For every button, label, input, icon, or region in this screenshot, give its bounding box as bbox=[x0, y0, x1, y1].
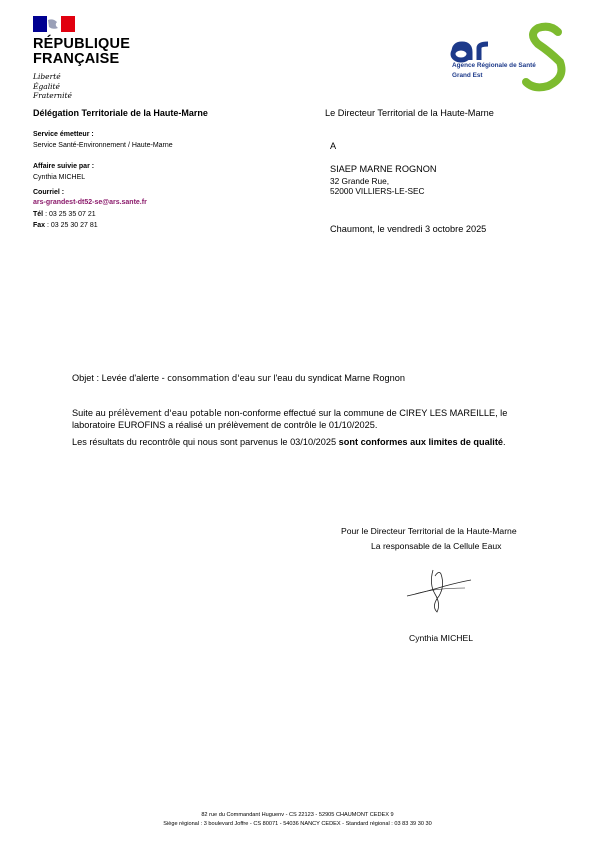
footer-headquarters: Siège régional : 3 boulevard Joffre - CS 80071 - 54036 NANCY CEDEX - Standard régional : 03 83 39 30 30 bbox=[163, 821, 432, 827]
tel-line: Tél : 03 25 35 07 21 bbox=[33, 211, 96, 218]
marianne-flag-logo bbox=[33, 16, 75, 32]
signer-name: Cynthia MICHEL bbox=[409, 633, 473, 643]
paragraph-1: Suite au prélèvement d'eau potable non-conforme effectué sur la commune de CIREY LES MAREILLE, le laboratoire EUROFINS a réalisé un prélèvement de contrôle le 01/10/2025. bbox=[72, 408, 508, 431]
objet-line: Objet : Levée d'alerte - consommation d'eau sur l'eau du syndicat Marne Rognon bbox=[72, 373, 405, 383]
republic-name: RÉPUBLIQUE FRANÇAISE bbox=[33, 36, 131, 67]
courriel-label: Courriel : bbox=[33, 189, 65, 196]
fax-line: Fax : 03 25 30 27 81 bbox=[33, 222, 98, 229]
delegation-title: Délégation Territoriale de la Haute-Marne bbox=[33, 108, 208, 118]
footer-address: 82 rue du Commandant Huguenv - CS 22123 - 52905 CHAUMONT CEDEX 9 bbox=[201, 812, 394, 818]
recipient-address-1: 32 Grande Rue, bbox=[330, 176, 390, 186]
email-link[interactable]: ars-grandest-dt52-se@ars.sante.fr bbox=[33, 199, 147, 206]
service-value: Service Santé-Environnement / Haute-Marne bbox=[33, 142, 173, 149]
recipient-address-2: 52000 VILLIERS-LE-SEC bbox=[330, 186, 425, 196]
date-line: Chaumont, le vendredi 3 octobre 2025 bbox=[330, 224, 487, 234]
handwritten-signature bbox=[405, 566, 475, 616]
signature-line-2: La responsable de la Cellule Eaux bbox=[371, 541, 502, 551]
ars-agency-name: Agence Régionale de Santé bbox=[452, 62, 536, 69]
ars-region: Grand Est bbox=[452, 72, 483, 79]
affaire-label: Affaire suivie par : bbox=[33, 163, 95, 170]
ars-logo bbox=[446, 22, 566, 92]
to-label: A bbox=[330, 141, 337, 151]
paragraph-2: Les résultats du recontrôle qui nous sont parvenus le 03/10/2025 sont conformes aux limites de qualité. bbox=[72, 437, 506, 447]
signature-line-1: Pour le Directeur Territorial de la Haute-Marne bbox=[341, 526, 517, 536]
service-label: Service émetteur : bbox=[33, 131, 94, 138]
affaire-value: Cynthia MICHEL bbox=[33, 174, 86, 181]
republic-motto: Liberté Égalité Fraternité bbox=[33, 72, 72, 101]
recipient-name: SIAEP MARNE ROGNON bbox=[330, 164, 437, 174]
director-title: Le Directeur Territorial de la Haute-Marne bbox=[325, 108, 494, 118]
